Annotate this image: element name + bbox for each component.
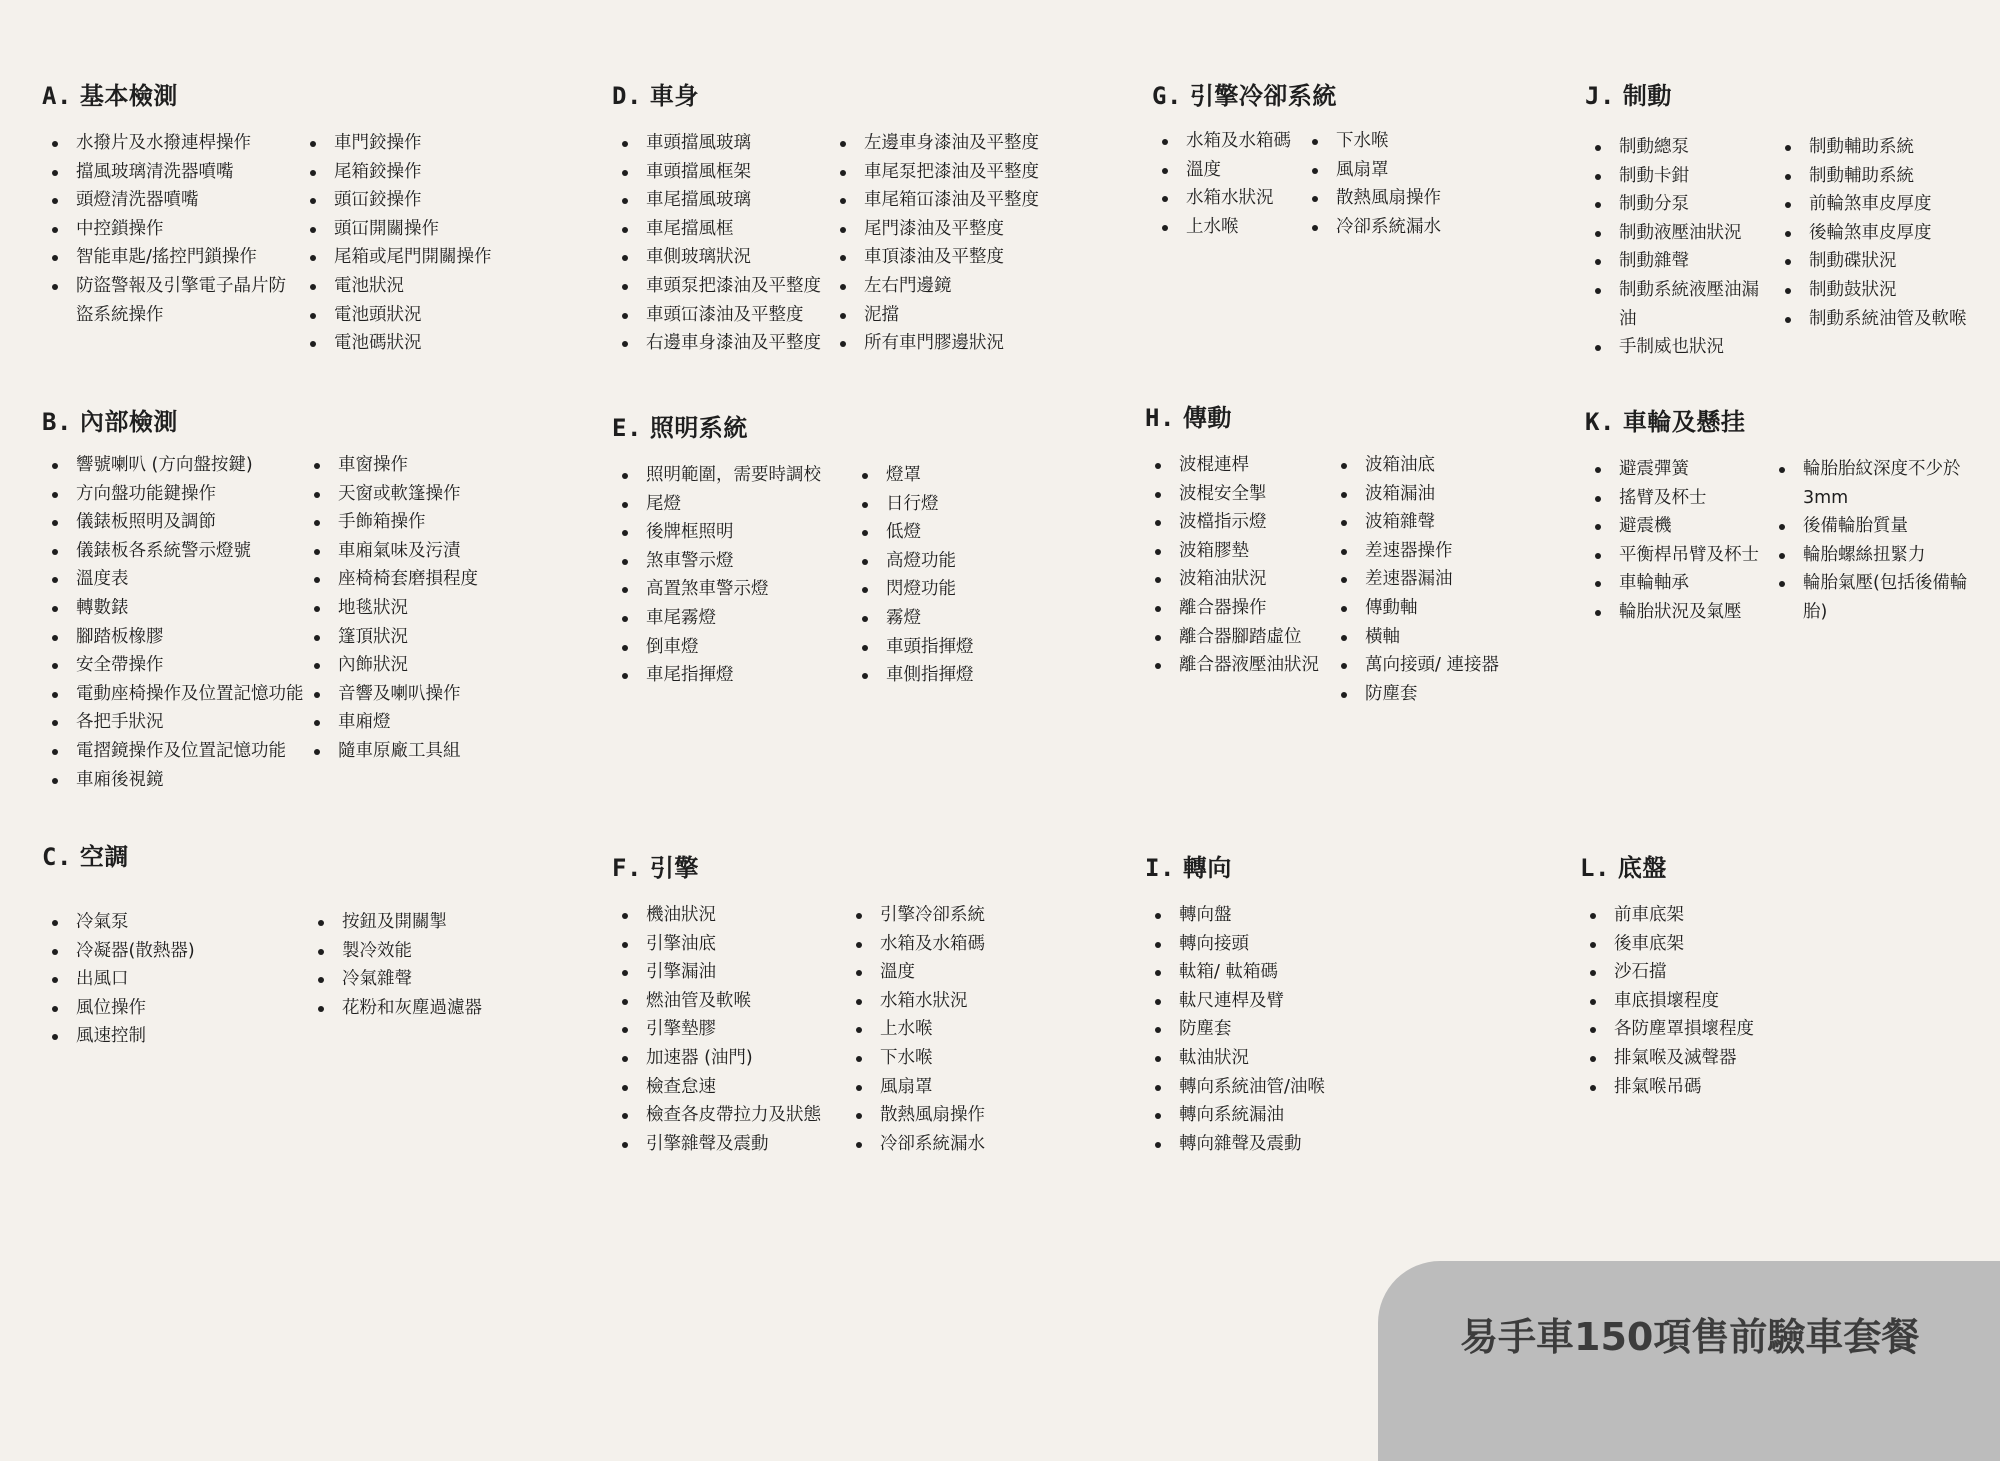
checklist-column	[1775, 133, 1995, 362]
checklist-item: 前輪煞車皮厚度	[1775, 190, 1995, 219]
checklist-item: 右邊車身漆油及平整度	[612, 329, 830, 358]
checklist-item: 防塵套	[1145, 1015, 1345, 1044]
section-title: 底盤	[1617, 854, 1667, 882]
checklist-item: 離合器液壓油狀況	[1145, 651, 1331, 680]
checklist-item: 車廂氣味及污漬	[304, 537, 524, 566]
checklist-item: 差速器漏油	[1331, 565, 1531, 594]
checklist-item: 方向盤功能鍵操作	[42, 480, 304, 509]
section-heading	[42, 837, 528, 872]
checklist-item: 高置煞車警示燈	[612, 575, 852, 604]
checklist-item: 燃油管及軟喉	[612, 987, 846, 1016]
checklist-item: 尾箱鉸操作	[300, 158, 540, 187]
section-wheels-suspension	[1585, 402, 1979, 627]
checklist-column	[300, 129, 540, 358]
checklist-column	[42, 451, 304, 794]
checklist-item: 安全帶操作	[42, 651, 304, 680]
checklist-item: 制動液壓油狀況	[1585, 219, 1775, 248]
checklist-item: 後牌框照明	[612, 518, 852, 547]
section-chassis	[1580, 848, 1800, 1101]
checklist-item: 電池狀況	[300, 272, 540, 301]
checklist-column	[1145, 901, 1345, 1158]
section-heading	[1585, 76, 1995, 111]
checklist-column	[42, 908, 308, 1051]
checklist-item: 響號喇叭 (方向盤按鍵)	[42, 451, 304, 480]
section-transmission	[1145, 398, 1531, 708]
section-columns	[1585, 133, 1995, 362]
checklist-item: 轉向接頭	[1145, 930, 1345, 959]
checklist-item: 篷頂狀況	[304, 623, 524, 652]
section-brakes	[1585, 76, 1995, 362]
checklist-item: 車頂漆油及平整度	[830, 243, 1070, 272]
section-steering	[1145, 848, 1345, 1158]
checklist-item: 電動座椅操作及位置記憶功能	[42, 680, 304, 709]
checklist-item: 閃燈功能	[852, 575, 1072, 604]
checklist-item: 轉向雜聲及震動	[1145, 1130, 1345, 1159]
checklist-item: 輪胎氣壓(包括後備輪胎)	[1769, 569, 1979, 626]
section-columns	[612, 461, 1072, 690]
checklist-item: 制動系統油管及軟喉	[1775, 305, 1995, 334]
section-title: 引擎	[649, 854, 699, 882]
section-title: 車身	[649, 82, 699, 110]
checklist-column	[852, 461, 1072, 690]
checklist-item: 波棍連桿	[1145, 451, 1331, 480]
checklist-item: 波箱油狀況	[1145, 565, 1331, 594]
section-interior-inspection	[42, 402, 524, 794]
checklist-item: 所有車門膠邊狀況	[830, 329, 1070, 358]
checklist-column	[830, 129, 1070, 358]
checklist-item: 上水喉	[846, 1015, 1066, 1044]
checklist-item: 風速控制	[42, 1022, 308, 1051]
checklist-item: 溫度表	[42, 565, 304, 594]
checklist-column	[1145, 451, 1331, 708]
checklist-item: 煞車警示燈	[612, 547, 852, 576]
checklist-item: 散熱風扇操作	[846, 1101, 1066, 1130]
section-columns	[1585, 455, 1979, 627]
checklist-item: 製冷效能	[308, 937, 528, 966]
section-letter: I.	[1145, 854, 1175, 882]
checklist-item: 避震彈簧	[1585, 455, 1769, 484]
checklist-item: 軚油狀況	[1145, 1044, 1345, 1073]
checklist-item: 轉向系統油管/油喉	[1145, 1073, 1345, 1102]
checklist-item: 離合器腳踏虛位	[1145, 623, 1331, 652]
checklist-item: 電摺鏡操作及位置記憶功能	[42, 737, 304, 766]
checklist-column	[42, 129, 300, 358]
checklist-item: 引擎墊膠	[612, 1015, 846, 1044]
checklist-item: 下水喉	[846, 1044, 1066, 1073]
checklist-item: 出風口	[42, 965, 308, 994]
checklist-item: 冷氣雜聲	[308, 965, 528, 994]
checklist-item: 冷凝器(散熱器)	[42, 937, 308, 966]
section-columns	[42, 908, 528, 1051]
section-heading	[1145, 398, 1531, 433]
section-title: 引擎冷卻系統	[1189, 82, 1337, 110]
checklist-item: 車窗操作	[304, 451, 524, 480]
checklist-item: 隨車原廠工具組	[304, 737, 524, 766]
section-engine-cooling	[1152, 76, 1482, 241]
section-columns	[42, 451, 524, 794]
checklist-item: 車廂後視鏡	[42, 766, 304, 795]
checklist-item: 頭冚開關操作	[300, 215, 540, 244]
checklist-item: 車頭擋風框架	[612, 158, 830, 187]
checklist-item: 車尾霧燈	[612, 604, 852, 633]
checklist-item: 車頭擋風玻璃	[612, 129, 830, 158]
section-lighting	[612, 408, 1072, 690]
checklist-item: 制動卡鉗	[1585, 162, 1775, 191]
checklist-item: 車底損壞程度	[1580, 987, 1800, 1016]
checklist-column	[846, 901, 1066, 1158]
checklist-item: 檢查怠速	[612, 1073, 846, 1102]
checklist-item: 水撥片及水撥連桿操作	[42, 129, 300, 158]
section-columns	[1145, 451, 1531, 708]
checklist-item: 制動輔助系統	[1775, 162, 1995, 191]
checklist-item: 引擎冷卻系統	[846, 901, 1066, 930]
checklist-item: 軚箱/ 軚箱碼	[1145, 958, 1345, 987]
checklist-item: 電池頭狀況	[300, 301, 540, 330]
checklist-item: 車門鉸操作	[300, 129, 540, 158]
checklist-item: 防塵套	[1331, 680, 1531, 709]
checklist-item: 泥擋	[830, 301, 1070, 330]
checklist-item: 車廂燈	[304, 708, 524, 737]
checklist-item: 電池碼狀況	[300, 329, 540, 358]
checklist-item: 後輪煞車皮厚度	[1775, 219, 1995, 248]
checklist-item: 車頭泵把漆油及平整度	[612, 272, 830, 301]
checklist-column	[308, 908, 528, 1051]
checklist-column	[1302, 127, 1482, 241]
checklist-item: 前車底架	[1580, 901, 1800, 930]
checklist-item: 手飾箱操作	[304, 508, 524, 537]
section-columns	[612, 901, 1066, 1158]
checklist-item: 引擎雜聲及震動	[612, 1130, 846, 1159]
checklist-item: 日行燈	[852, 490, 1072, 519]
checklist-item: 中控鎖操作	[42, 215, 300, 244]
section-heading	[1585, 402, 1979, 437]
section-letter: A.	[42, 82, 72, 110]
section-body	[612, 76, 1070, 358]
checklist-item: 輪胎狀況及氣壓	[1585, 598, 1769, 627]
checklist-item: 上水喉	[1152, 213, 1302, 242]
section-heading	[42, 402, 524, 437]
checklist-item: 波棍安全掣	[1145, 480, 1331, 509]
section-columns	[42, 129, 540, 358]
banner-background	[1378, 1261, 2000, 1461]
checklist-item: 引擎油底	[612, 930, 846, 959]
banner-title: 易手車150項售前驗車套餐	[1460, 1315, 1920, 1359]
checklist-item: 波箱雜聲	[1331, 508, 1531, 537]
checklist-column	[1152, 127, 1302, 241]
checklist-item: 制動輔助系統	[1775, 133, 1995, 162]
checklist-item: 尾箱或尾門開關操作	[300, 243, 540, 272]
section-letter: K.	[1585, 408, 1615, 436]
checklist-item: 霧燈	[852, 604, 1072, 633]
checklist-item: 水箱及水箱碼	[1152, 127, 1302, 156]
checklist-item: 平衡桿吊臂及杯士	[1585, 541, 1769, 570]
checklist-item: 風扇罩	[1302, 156, 1482, 185]
section-basic-inspection	[42, 76, 540, 358]
section-heading	[1145, 848, 1345, 883]
checklist-item: 車尾泵把漆油及平整度	[830, 158, 1070, 187]
checklist-item: 音響及喇叭操作	[304, 680, 524, 709]
checklist-item: 下水喉	[1302, 127, 1482, 156]
checklist-item: 車尾箱冚漆油及平整度	[830, 186, 1070, 215]
section-heading	[1152, 76, 1482, 111]
section-letter: G.	[1152, 82, 1182, 110]
checklist-item: 擋風玻璃清洗器噴嘴	[42, 158, 300, 187]
checklist-item: 軚尺連桿及臂	[1145, 987, 1345, 1016]
checklist-item: 溫度	[1152, 156, 1302, 185]
section-title: 傳動	[1182, 404, 1232, 432]
section-letter: D.	[612, 82, 642, 110]
checklist-item: 尾門漆油及平整度	[830, 215, 1070, 244]
checklist-column	[1585, 133, 1775, 362]
section-title: 車輪及懸挂	[1622, 408, 1746, 436]
checklist-item: 冷卻系統漏水	[846, 1130, 1066, 1159]
section-letter: H.	[1145, 404, 1175, 432]
checklist-item: 沙石擋	[1580, 958, 1800, 987]
checklist-item: 制動分泵	[1585, 190, 1775, 219]
checklist-item: 左邊車身漆油及平整度	[830, 129, 1070, 158]
checklist-item: 機油狀況	[612, 901, 846, 930]
checklist-item: 風位操作	[42, 994, 308, 1023]
checklist-item: 低燈	[852, 518, 1072, 547]
section-letter: B.	[42, 408, 72, 436]
section-title: 照明系統	[649, 414, 748, 442]
checklist-item: 波箱油底	[1331, 451, 1531, 480]
checklist-item: 橫軸	[1331, 623, 1531, 652]
section-letter: L.	[1580, 854, 1610, 882]
checklist-item: 後備輪胎質量	[1769, 512, 1979, 541]
section-letter: F.	[612, 854, 642, 882]
checklist-item: 排氣喉吊碼	[1580, 1073, 1800, 1102]
checklist-item: 天窗或軟篷操作	[304, 480, 524, 509]
section-heading	[1580, 848, 1800, 883]
checklist-item: 避震機	[1585, 512, 1769, 541]
checklist-item: 頭冚鉸操作	[300, 186, 540, 215]
checklist-item: 按鈕及開關掣	[308, 908, 528, 937]
checklist-column	[1580, 901, 1800, 1101]
checklist-item: 波箱膠墊	[1145, 537, 1331, 566]
checklist-item: 後車底架	[1580, 930, 1800, 959]
checklist-item: 儀錶板照明及調節	[42, 508, 304, 537]
checklist-column	[612, 129, 830, 358]
section-columns	[612, 129, 1070, 358]
checklist-item: 制動碟狀況	[1775, 247, 1995, 276]
section-engine	[612, 848, 1066, 1158]
checklist-item: 尾燈	[612, 490, 852, 519]
checklist-item: 水箱水狀況	[1152, 184, 1302, 213]
checklist-item: 加速器 (油門)	[612, 1044, 846, 1073]
checklist-column	[612, 901, 846, 1158]
checklist-item: 智能車匙/搖控門鎖操作	[42, 243, 300, 272]
section-columns	[1152, 127, 1482, 241]
checklist-column	[1769, 455, 1979, 627]
section-heading	[42, 76, 540, 111]
checklist-item: 車尾擋風框	[612, 215, 830, 244]
checklist-item: 頭燈清洗器噴嘴	[42, 186, 300, 215]
checklist-item: 車頭冚漆油及平整度	[612, 301, 830, 330]
checklist-item: 車側指揮燈	[852, 661, 1072, 690]
checklist-item: 車頭指揮燈	[852, 633, 1072, 662]
section-air-conditioning	[42, 837, 528, 1051]
checklist-column	[1585, 455, 1769, 627]
checklist-item: 冷卻系統漏水	[1302, 213, 1482, 242]
checklist-item: 風扇罩	[846, 1073, 1066, 1102]
checklist-item: 花粉和灰塵過濾器	[308, 994, 528, 1023]
checklist-item: 手制威也狀況	[1585, 333, 1775, 362]
checklist-item: 檢查各皮帶拉力及狀態	[612, 1101, 846, 1130]
checklist-item: 左右門邊鏡	[830, 272, 1070, 301]
checklist-item: 防盜警報及引擎電子晶片防盜系統操作	[42, 272, 300, 329]
checklist-column	[612, 461, 852, 690]
checklist-item: 轉數錶	[42, 594, 304, 623]
checklist-item: 燈罩	[852, 461, 1072, 490]
checklist-item: 地毯狀況	[304, 594, 524, 623]
section-heading	[612, 848, 1066, 883]
checklist-item: 各把手狀況	[42, 708, 304, 737]
checklist-item: 儀錶板各系統警示燈號	[42, 537, 304, 566]
section-title: 空調	[79, 843, 129, 871]
checklist-item: 輪胎螺絲扭緊力	[1769, 541, 1979, 570]
section-columns	[1145, 901, 1345, 1158]
checklist-item: 輪胎胎紋深度不少於3mm	[1769, 455, 1979, 512]
checklist-item: 腳踏板橡膠	[42, 623, 304, 652]
checklist-item: 制動鼓狀況	[1775, 276, 1995, 305]
checklist-item: 各防塵罩損壞程度	[1580, 1015, 1800, 1044]
checklist-item: 冷氣泵	[42, 908, 308, 937]
section-title: 制動	[1622, 82, 1672, 110]
checklist-item: 離合器操作	[1145, 594, 1331, 623]
checklist-item: 散熱風扇操作	[1302, 184, 1482, 213]
checklist-column	[304, 451, 524, 794]
checklist-item: 車尾擋風玻璃	[612, 186, 830, 215]
checklist-item: 水箱及水箱碼	[846, 930, 1066, 959]
checklist-item: 轉向系統漏油	[1145, 1101, 1345, 1130]
checklist-item: 溫度	[846, 958, 1066, 987]
section-heading	[612, 76, 1070, 111]
checklist-item: 萬向接頭/ 連接器	[1331, 651, 1531, 680]
checklist-item: 制動系統液壓油漏油	[1585, 276, 1775, 333]
checklist-item: 排氣喉及滅聲器	[1580, 1044, 1800, 1073]
section-title: 內部檢測	[79, 408, 178, 436]
checklist-item: 水箱水狀況	[846, 987, 1066, 1016]
checklist-item: 搖臂及杯士	[1585, 484, 1769, 513]
section-columns	[1580, 901, 1800, 1101]
checklist-item: 車尾指揮燈	[612, 661, 852, 690]
checklist-item: 差速器操作	[1331, 537, 1531, 566]
checklist-item: 高燈功能	[852, 547, 1072, 576]
checklist-item: 波箱漏油	[1331, 480, 1531, 509]
checklist-item: 內飾狀況	[304, 651, 524, 680]
section-title: 基本檢測	[79, 82, 178, 110]
checklist-item: 車輪軸承	[1585, 569, 1769, 598]
section-letter: J.	[1585, 82, 1615, 110]
checklist-item: 傳動軸	[1331, 594, 1531, 623]
checklist-item: 制動總泵	[1585, 133, 1775, 162]
section-heading	[612, 408, 1072, 443]
section-letter: E.	[612, 414, 642, 442]
checklist-item: 照明範圍，需要時調校	[612, 461, 852, 490]
checklist-item: 倒車燈	[612, 633, 852, 662]
checklist-item: 車側玻璃狀況	[612, 243, 830, 272]
section-title: 轉向	[1182, 854, 1232, 882]
checklist-item: 座椅椅套磨損程度	[304, 565, 524, 594]
checklist-column	[1331, 451, 1531, 708]
checklist-item: 引擎漏油	[612, 958, 846, 987]
checklist-item: 轉向盤	[1145, 901, 1345, 930]
checklist-item: 波檔指示燈	[1145, 508, 1331, 537]
checklist-item: 制動雜聲	[1585, 247, 1775, 276]
section-letter: C.	[42, 843, 72, 871]
